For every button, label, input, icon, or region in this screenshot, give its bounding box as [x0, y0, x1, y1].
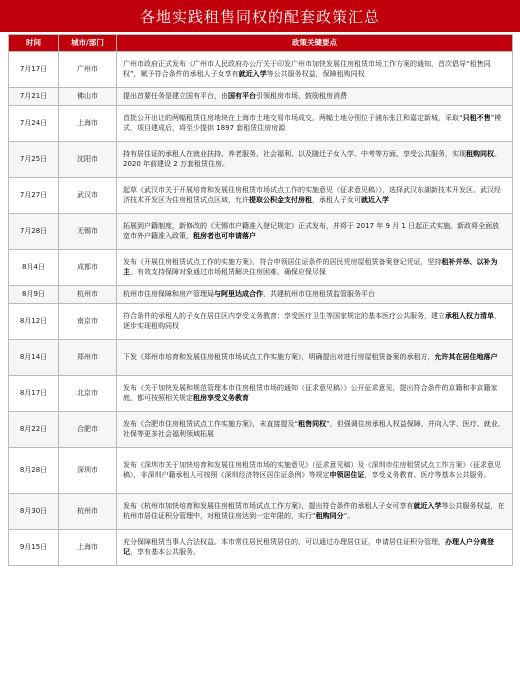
policy-highlight: 国有平台 [228, 91, 256, 100]
table-row [9, 494, 513, 530]
column-header-city: 城市/部门 [59, 35, 117, 52]
row-city: 北京市 [59, 376, 117, 412]
policy-highlight: 申领居住证 [329, 470, 365, 479]
table-row [9, 52, 513, 88]
row-city: 沈阳市 [59, 142, 117, 178]
policy-highlight: 只租不售 [462, 114, 491, 123]
table-row [9, 88, 513, 106]
row-policy: 发布《深圳市关于加快培育和发展住房租赁市场的实施意见》（征求意见稿）及《深圳市住房租赁试点工作方案》（征求意见稿），非深圳户籍承租人可按照《深圳经济特区居住证条例》等规定申领居住证，享受义务教育、医疗等基本公共服务。 [117, 448, 513, 494]
row-policy: 发布《开展住房租赁试点工作的实施方案》，符合申领居住证条件的居民凭房屋租赁备案登记凭证，坚持租补并举、以补为主，有效支持保障对象通过市场租赁解决住房困难，确保应保尽保 [117, 250, 513, 286]
row-date: 7月28日 [9, 214, 59, 250]
policy-highlight: 就近入学 [238, 69, 267, 78]
row-policy: 提出首要任务是建立国有平台，由国有平台引领租房市场，鼓励租房消费 [117, 88, 513, 106]
table-row [9, 106, 513, 142]
row-policy: 首批公开出让的两幅租赁住房地块在上海市土地交易市场成交。两幅土地分别位于浦东张江和嘉定新城，采取“只租不售”模式，项目建成后，将至少提供 1897 套租赁住房房源 [117, 106, 513, 142]
row-policy: 持有居住证的承租人在就业扶持、养老服务、社会福利、以及随迁子女入学、中考等方面，享受公共服务，实现租购同权。2020 年前建设 2 万套租赁住房。 [117, 142, 513, 178]
row-city: 郑州市 [59, 340, 117, 376]
column-header-date: 时间 [9, 35, 59, 52]
policy-highlight: 租购同分 [315, 511, 344, 520]
row-date: 7月25日 [9, 142, 59, 178]
row-date: 8月30日 [9, 494, 59, 530]
row-city: 上海市 [59, 106, 117, 142]
table-row [9, 530, 513, 566]
policy-highlight: 租房者也可申请落户 [193, 231, 256, 240]
row-date: 7月27日 [9, 178, 59, 214]
table-row [9, 412, 513, 448]
row-policy: 充分保障租赁当事人合法权益。本市常住居民租赁居住的，可以通过办理居住证、申请居住证积分管理，办理人户分离登记，享有基本公共服务。 [117, 530, 513, 566]
row-date: 9月15日 [9, 530, 59, 566]
policy-highlight: 承租人权力清单 [445, 312, 494, 321]
row-policy: 发布《杭州市加快培育和发展住房租赁市场试点工作方案》，提出符合条件的承租人子女可享有就近入学等公共服务权益，在杭州市居住证积分管理中，对租赁住房达到一定年限的，实行“租购同分”。 [117, 494, 513, 530]
row-date: 8月14日 [9, 340, 59, 376]
table-row [9, 250, 513, 286]
table-header-row [9, 35, 513, 52]
policy-highlight: 允许其在居住地落户 [434, 352, 498, 361]
row-city: 佛山市 [59, 88, 117, 106]
row-policy: 发布《合肥市住房租赁试点工作实施方案》，未直接提及“租售同权”，但强调住房承租人权益保障，并向入学、医疗、就业、社保等更多社会福利领域拓展 [117, 412, 513, 448]
row-policy: 杭州市住房保障和房产管理局与阿里达成合作，共建杭州市住房租赁监管服务平台 [117, 286, 513, 304]
row-date: 8月17日 [9, 376, 59, 412]
row-policy: 广州市政府正式发布《广州市人民政府办公厅关于印发广州市加快发展住房租赁市场工作方案的通知，首次倡导“租售同权”，赋予符合条件的承租人子女享有就近入学等公共服务权益，保障租购同权 [117, 52, 513, 88]
row-city: 南京市 [59, 304, 117, 340]
row-date: 8月12日 [9, 304, 59, 340]
table-row [9, 376, 513, 412]
row-city: 合肥市 [59, 412, 117, 448]
table-row [9, 448, 513, 494]
policy-highlight: 租补并举、以补为主 [123, 258, 498, 276]
policy-highlight: 租购同权 [466, 150, 494, 159]
policy-highlight: 就近入学 [361, 195, 389, 204]
row-city: 上海市 [59, 530, 117, 566]
row-date: 7月21日 [9, 88, 59, 106]
row-date: 8月4日 [9, 250, 59, 286]
row-date: 8月22日 [9, 412, 59, 448]
table-row [9, 142, 513, 178]
table-row [9, 304, 513, 340]
row-city: 深圳市 [59, 448, 117, 494]
row-city: 杭州市 [59, 286, 117, 304]
row-city: 成都市 [59, 250, 117, 286]
policy-highlight: 租售同权 [298, 420, 327, 429]
policy-highlight: 就近入学 [413, 502, 442, 511]
row-city: 武汉市 [59, 178, 117, 214]
row-city: 杭州市 [59, 494, 117, 530]
row-policy: 起草《武汉市关于开展培育和发展住房租赁市场试点工作的实施意见（征求意见稿）》，选择武汉东湖新技术开发区、武汉经济技术开发区为住房租赁试点区域，允许提取公积金支付房租，承租人子女可就近入学 [117, 178, 513, 214]
policy-highlight: 与阿里达成合作 [214, 289, 263, 298]
row-city: 无锡市 [59, 214, 117, 250]
row-policy: 拓展到户籍制度，新修改的《无锡市户籍准入登记规定》正式发布，并将于 2017 年 9 月 1 日起正式实施。新政将全面放宽市外户籍准入政策，租房者也可申请落户 [117, 214, 513, 250]
row-policy: 符合条件的承租人的子女在居住区内享受义务教育；享受医疗卫生等国家规定的基本医疗公共服务，建立承租人权力清单，逐步实现租购同权 [117, 304, 513, 340]
row-policy: 发布《关于加快发展和规范管理本市住房租赁市场的通知（征求意见稿）》公开征求意见，提出符合条件的京籍和非京籍家庭，都可按照相关规定租房享受义务教育 [117, 376, 513, 412]
table-row [9, 286, 513, 304]
policy-table [8, 34, 513, 566]
column-header-policy: 政策关键要点 [117, 35, 513, 52]
row-date: 8月9日 [9, 286, 59, 304]
page-title: 各地实践租售同权的配套政策汇总 [0, 0, 520, 32]
row-date: 7月17日 [9, 52, 59, 88]
row-date: 8月28日 [9, 448, 59, 494]
row-date: 7月24日 [9, 106, 59, 142]
row-policy: 下发《郑州市培育和发展住房租赁市场试点工作实施方案》，明确提出对进行房屋租赁备案的承租方，允许其在居住地落户 [117, 340, 513, 376]
table-row [9, 214, 513, 250]
table-row [9, 178, 513, 214]
policy-highlight: 提取公积金支付房租 [249, 195, 312, 204]
policy-highlight: 办理人户分离登记 [123, 538, 494, 556]
row-city: 广州市 [59, 52, 117, 88]
policy-highlight: 租房享受义务教育 [193, 393, 249, 402]
table-row [9, 340, 513, 376]
